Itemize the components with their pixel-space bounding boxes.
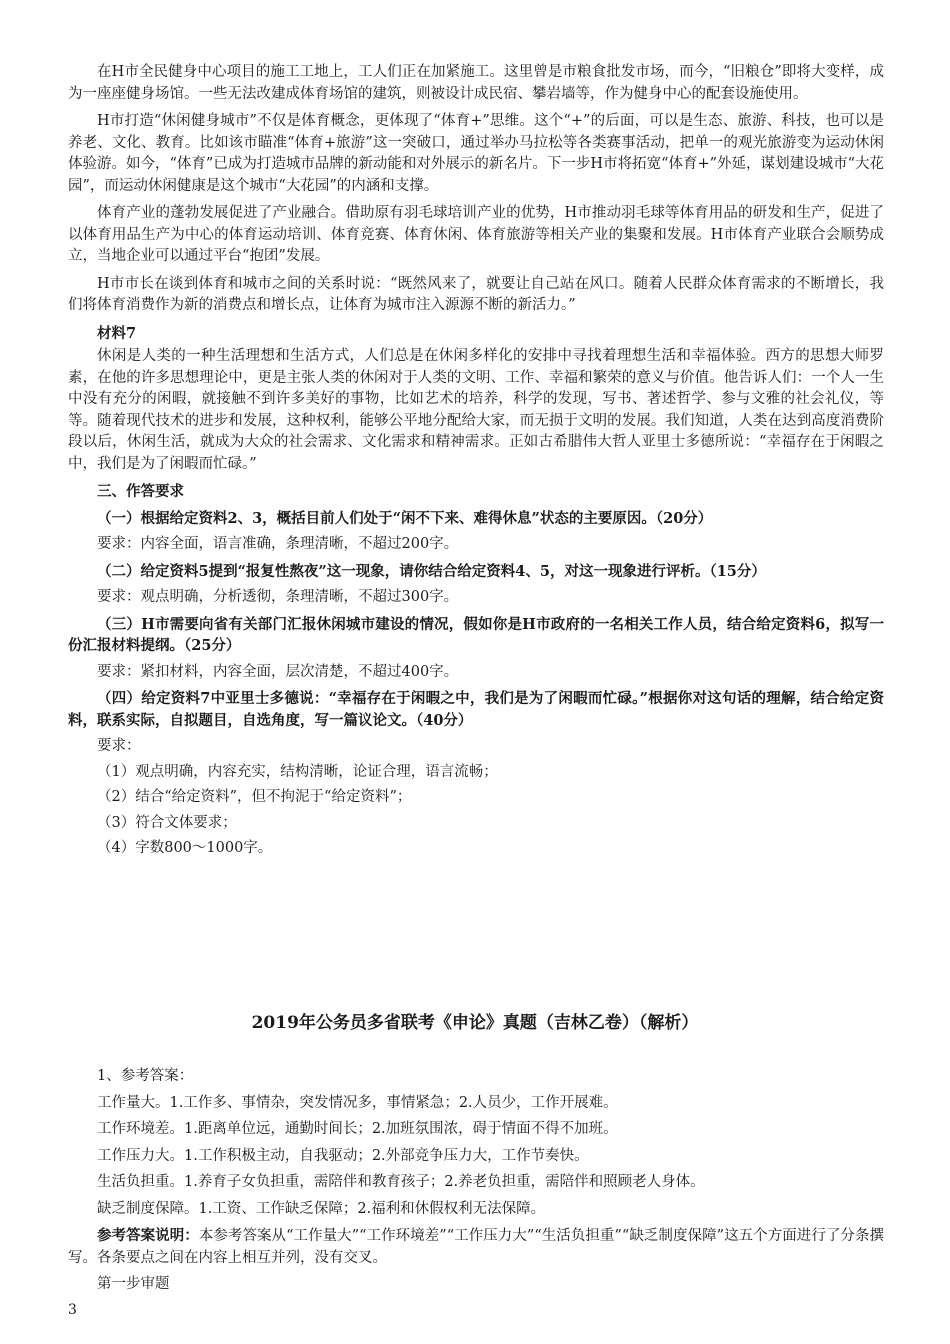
analysis-title: 2019年公务员多省联考《申论》真题（吉林乙卷）（解析） [251,1013,699,1033]
paragraph: 休闲是人类的一种生活理想和生活方式，人们总是在休闲多样化的安排中寻找着理想生活和幸福体验。西方的思想大师罗素，在他的许多思想理论中，更是主张人类的休闲对于人类的文明、工作、幸福和繁荣的意义与价值。他告诉人们：一个人一生中没有充分的闲暇，就接触不到许多美好的事物，比如艺术的培养，科学的发现，写书、著述哲学、参与文雅的社会礼仪，等等。随着现代技术的进步和发展，这种权利，能够公平地分配给大家，而无损于文明的发展。我们知道，人类在达到高度消费阶段以后，休闲生活，就成为大众的社会需求、文化需求和精神需求。正如古希腊伟大哲人亚里士多德所说：“幸福存在于闲暇之中，我们是为了闲暇而忙碌。” [68,348,884,472]
answer-item: 工作量大。1.工作多、事情杂，突发情况多，事情紧急；2.人员少，工作开展难。 [97,1094,618,1111]
answer-item: 缺乏制度保障。1.工资、工作缺乏保障；2.福利和休假权利无法保障。 [97,1200,546,1217]
question-4-requirement-label: 要求： [97,738,141,754]
explanation-label: 参考答案说明： [97,1227,199,1244]
answer-item: 工作环境差。1.距离单位远，通勤时间长；2.加班氛围浓，碍于情面不得不加班。 [97,1121,618,1137]
analysis-section [68,1066,884,1296]
question-3: （三）H市需要向省有关部门汇报休闲城市建设的情况，假如你是H市政府的一名相关工作人员，结合给定资料6，拟写一份汇报材料提纲。（25分） [68,615,884,654]
page-number: 3 [68,1302,77,1318]
question-4-requirement-item: （4）字数800～1000字。 [97,840,273,856]
question-1: （一）根据给定资料2、3，概括目前人们处于“闲不下来、难得休息”状态的主要原因。（20分） [97,509,713,527]
question-4-requirement-item: （1）观点明确，内容充实，结构清晰，论证合理，语言流畅； [97,763,498,780]
answer-item: 工作压力大。1.工作积极主动，自我驱动；2.外部竞争压力大，工作节奏快。 [97,1147,589,1164]
question-4-requirement-item: （2）结合“给定资料”，但不拘泥于“给定资料”； [97,789,412,805]
question-4-requirement-item: （3）符合文体要求； [97,814,237,831]
material6-section [68,62,884,860]
question-2-requirement: 要求：观点明确，分析透彻，条理清晰，不超过300字。 [97,589,459,605]
answer-item: 生活负担重。1.养育子女负担重，需陪伴和教育孩子；2.养老负担重，需陪伴和照顾老人身体。 [97,1174,705,1190]
question-2: （二）给定资料5提到“报复性熬夜”这一现象，请你结合给定资料4、5，对这一现象进行评析。（15分） [97,562,766,580]
paragraph: H市市长在谈到体育和城市之间的关系时说：“既然风来了，就要让自己站在风口。随着人民群众体育需求的不断增长，我们将体育消费作为新的消费点和增长点，让体育为城市注入源源不断的新活力。” [68,275,884,313]
answer-explanation [68,1225,884,1269]
answer-label: 1、参考答案： [97,1068,194,1084]
material7-heading: 材料7 [97,324,137,342]
question-4: （四）给定资料7中亚里士多德说：“幸福存在于闲暇之中，我们是为了闲暇而忙碌。”根据你对这句话的理解，结合给定资料，联系实际，自拟题目，自选角度，写一篇议论文。（40分） [68,690,884,729]
paragraph: 在H市全民健身中心项目的施工工地上，工人们正在加紧施工。这里曾是市粮食批发市场，而今，“旧粮仓”即将大变样，成为一座座健身场馆。一些无法改建成体育场馆的建筑，则被设计成民宿、攀岩墙等，作为健身中心的配套设施使用。 [68,64,884,102]
question-1-requirement: 要求：内容全面，语言准确，条理清晰，不超过200字。 [97,536,459,552]
explanation-text: 本参考答案从“工作量大”“工作环境差”“工作压力大”“生活负担重”“缺乏制度保障”这五个方面进行了分条撰写。各条要点之间在内容上相互并列，没有交叉。 [68,1228,885,1266]
step-heading: 第一步审题 [97,1276,170,1292]
question-3-requirement: 要求：紧扣材料，内容全面，层次清楚，不超过400字。 [97,663,459,680]
paragraph: H市打造“休闲健身城市”不仅是体育概念，更体现了“体育+”思维。这个“+”的后面，可以是生态、旅游、科技，也可以是养老、文化、教育。比如该市瞄准“体育+旅游”这一突破口，通过举办马拉松等各类赛事活动，把单一的观光旅游变为运动休闲体验游。如今，“体育”已成为打造城市品牌的新动能和对外展示的新名片。下一步H市将拓宽“体育+”外延，谋划建设城市“大花园”，而运动休闲健康是这个城市“大花园”的内涵和支撑。 [68,113,884,194]
paragraph: 体育产业的蓬勃发展促进了产业融合。借助原有羽毛球培训产业的优势，H市推动羽毛球等体育用品的研发和生产，促进了以体育用品生产为中心的体育运动培训、体育竞赛、体育休闲、体育旅游等相关产业的集聚和发展。H市体育产业联合会顺势成立，当地企业可以通过平台“抱团”发展。 [68,205,884,264]
requirements-heading: 三、作答要求 [97,483,184,500]
